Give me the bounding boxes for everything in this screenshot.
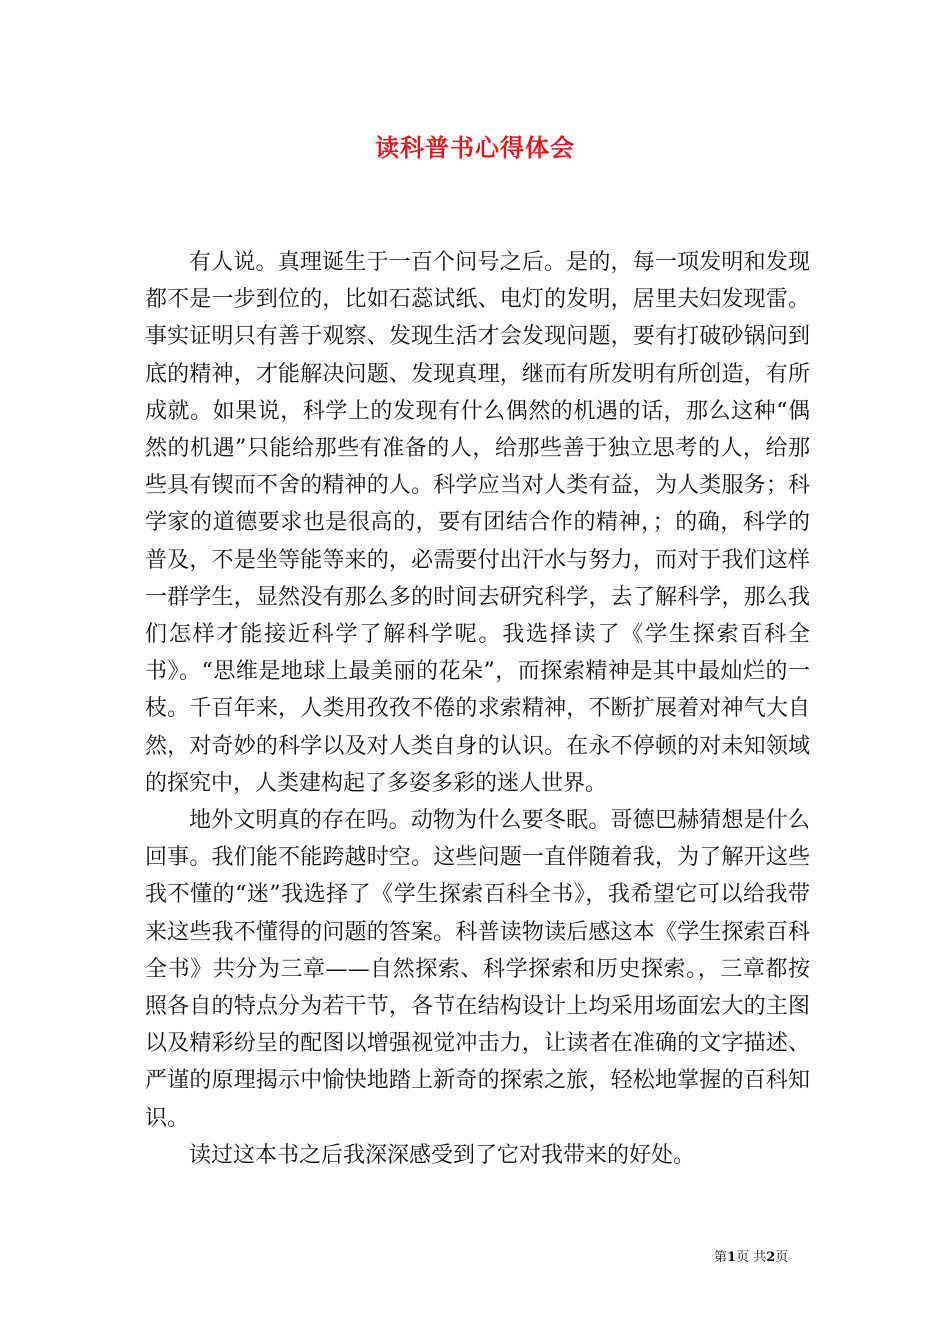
paragraph-1: 有人说。真理诞生于一百个问号之后。是的，每一项发明和发现都不是一步到位的，比如石蕊试纸、电灯的发明，居里夫妇发现雷。事实证明只有善于观察、发现生活才会发现问题，要有打破砂锅问到底的精神，才能解决问题、发现真理，继而有所发明有所创造，有所成就。如果说，科学上的发现有什么偶然的机遇的话，那么这种“偶然的机遇”只能给那些有准备的人，给那些善于独立思考的人，给那些具有锲而不舍的精神的人。科学应当对人类有益，为人类服务；科学家的道德要求也是很高的，要有团结合作的精神，；的确，科学的普及，不是坐等能等来的，必需要付出汗水与努力，而对于我们这样一群学生，显然没有那么多的时间去研究科学，去了解科学，那么我们怎样才能接近科学了解科学呢。我选择读了《学生探索百科全书》。“思维是地球上最美丽的花朵”，而探索精神是其中最灿烂的一枝。千百年来，人类用孜孜不倦的求索精神，不断扩展着对神气大自然，对奇妙的科学以及对人类自身的认识。在永不停顿的对未知领域的探究中，人类建构起了多姿多彩的迷人世界。 [145,250,810,796]
page-number-footer [714,1246,788,1265]
footer-suffix: 页 [775,1250,789,1265]
document-body [145,244,810,1174]
footer-current-page: 1 [727,1250,737,1265]
footer-prefix: 第 [714,1250,728,1265]
paragraph-3: 读过这本书之后我深深感受到了它对我带来的好处。 [189,1142,696,1168]
footer-middle: 页 共 [736,1250,767,1265]
paragraph-2: 地外文明真的存在吗。动物为什么要冬眠。哥德巴赫猜想是什么回事。我们能不能跨越时空。这些问题一直伴随着我，为了解开这些我不懂的“迷”我选择了《学生探索百科全书》，我希望它可以给我带来这些我不懂得的问题的答案。科普读物读后感这本《学生探索百科全书》共分为三章——自然探索、科学探索和历史探索。，三章都按照各自的特点分为若干节，各节在结构设计上均采用场面宏大的主图以及精彩纷呈的配图以增强视觉冲击力，让读者在准确的文字描述、严谨的原理揭示中愉快地踏上新奇的探索之旅，轻松地掌握的百科知识。 [145,808,810,1131]
footer-total-pages: 2 [766,1250,776,1265]
document-title: 读科普书心得体会 [375,133,575,162]
